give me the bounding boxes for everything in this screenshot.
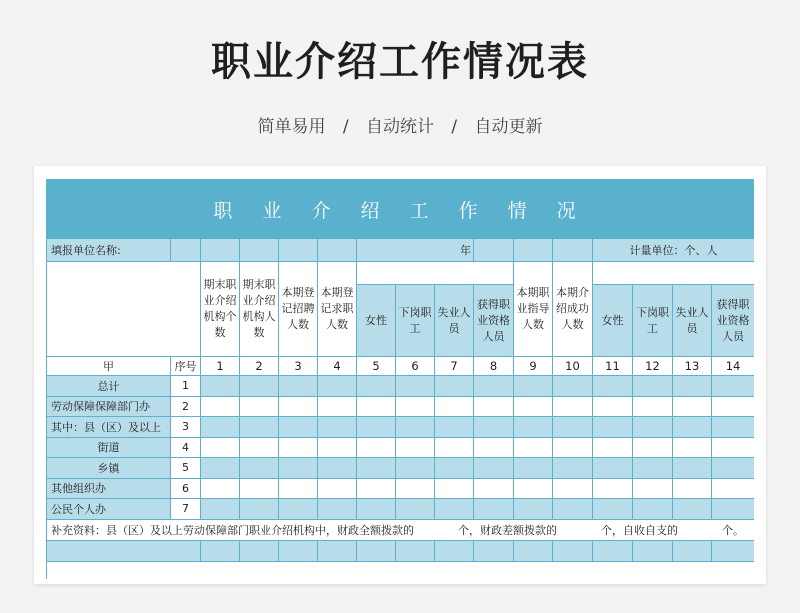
data-rows: [47, 376, 755, 520]
data-cell[interactable]: [633, 478, 673, 499]
data-cell[interactable]: [240, 417, 279, 438]
data-cell[interactable]: [514, 458, 553, 479]
data-cell[interactable]: [553, 437, 593, 458]
data-cell[interactable]: [396, 417, 435, 438]
data-cell[interactable]: [201, 499, 240, 520]
table-row: [47, 376, 755, 397]
data-cell[interactable]: [514, 417, 553, 438]
data-cell[interactable]: [201, 376, 240, 397]
data-cell[interactable]: [553, 376, 593, 397]
header-c3: 期末职业介绍机构个数: [201, 262, 240, 357]
data-cell[interactable]: [396, 437, 435, 458]
data-cell[interactable]: [593, 499, 633, 520]
data-cell[interactable]: [435, 376, 474, 397]
data-cell[interactable]: [673, 376, 712, 397]
data-cell[interactable]: [318, 396, 357, 417]
header-c15: 失业人员: [673, 285, 712, 357]
table-row: [47, 417, 755, 438]
data-cell[interactable]: [357, 376, 396, 397]
data-cell[interactable]: [673, 396, 712, 417]
data-cell[interactable]: [514, 376, 553, 397]
data-cell[interactable]: [712, 478, 755, 499]
data-cell[interactable]: [673, 478, 712, 499]
data-cell[interactable]: [712, 396, 755, 417]
year-label: 年: [357, 239, 474, 262]
data-cell[interactable]: [593, 376, 633, 397]
data-cell[interactable]: [435, 396, 474, 417]
data-cell[interactable]: [633, 417, 673, 438]
table-row: [47, 458, 755, 479]
col-number: 13: [673, 357, 712, 376]
data-cell[interactable]: [593, 458, 633, 479]
subtitle-item: 自动更新: [474, 117, 543, 137]
data-cell[interactable]: [279, 458, 318, 479]
supplement-text: 补充资料：县（区）及以上劳动保障部门职业介绍机构中，财政全额拨款的 个，财政差额拨款的 个，自收自支的 个。: [47, 519, 755, 540]
col-number: 10: [553, 357, 593, 376]
header-c11: 本期职业指导人数: [514, 262, 553, 357]
row-label: 其他组织办: [47, 478, 171, 499]
data-cell[interactable]: [712, 417, 755, 438]
row-label: 其中：县（区）及以上: [47, 417, 171, 438]
data-cell[interactable]: [396, 499, 435, 520]
data-cell[interactable]: [474, 437, 514, 458]
col-number: 1: [201, 357, 240, 376]
data-cell[interactable]: [240, 478, 279, 499]
data-cell[interactable]: [396, 376, 435, 397]
col-number: 14: [712, 357, 755, 376]
data-cell[interactable]: [201, 458, 240, 479]
data-cell[interactable]: [357, 417, 396, 438]
data-cell[interactable]: [357, 458, 396, 479]
row-seq: 5: [171, 458, 201, 479]
data-cell[interactable]: [553, 417, 593, 438]
data-cell[interactable]: [474, 376, 514, 397]
data-cell[interactable]: [474, 458, 514, 479]
col-number: 3: [279, 357, 318, 376]
data-cell[interactable]: [553, 396, 593, 417]
data-cell[interactable]: [435, 458, 474, 479]
data-cell[interactable]: [240, 396, 279, 417]
data-cell[interactable]: [633, 396, 673, 417]
data-cell[interactable]: [396, 458, 435, 479]
header-c10: 获得职业资格人员: [474, 285, 514, 357]
data-cell[interactable]: [201, 417, 240, 438]
subtitle-item: 简单易用: [257, 117, 326, 137]
col-number: 7: [435, 357, 474, 376]
data-cell[interactable]: [318, 478, 357, 499]
data-cell[interactable]: [593, 396, 633, 417]
table-viewport: [46, 179, 754, 579]
row-seq: 6: [171, 478, 201, 499]
header-c7: 女性: [357, 285, 396, 357]
data-cell[interactable]: [673, 437, 712, 458]
data-cell[interactable]: [712, 458, 755, 479]
header-c14: 下岗职工: [633, 285, 673, 357]
data-cell[interactable]: [633, 376, 673, 397]
header-c9: 失业人员: [435, 285, 474, 357]
data-cell[interactable]: [553, 478, 593, 499]
data-cell[interactable]: [279, 417, 318, 438]
data-cell[interactable]: [673, 499, 712, 520]
data-cell[interactable]: [435, 499, 474, 520]
blank-row: [47, 540, 755, 561]
row-label: 劳动保障保障部门办: [47, 396, 171, 417]
seq-label: 序号: [171, 357, 201, 376]
data-cell[interactable]: [279, 376, 318, 397]
data-cell[interactable]: [435, 417, 474, 438]
data-cell[interactable]: [633, 437, 673, 458]
spreadsheet-preview: [34, 166, 766, 584]
header-c12: 本期介绍成功人数: [553, 262, 593, 357]
data-cell[interactable]: [514, 478, 553, 499]
table-banner-row: [47, 180, 755, 239]
data-cell[interactable]: [396, 478, 435, 499]
data-cell[interactable]: [593, 478, 633, 499]
data-cell[interactable]: [201, 478, 240, 499]
col-number: 6: [396, 357, 435, 376]
data-cell[interactable]: [673, 458, 712, 479]
header-c5: 本期登记招聘人数: [279, 262, 318, 357]
data-cell[interactable]: [474, 478, 514, 499]
col-number: 11: [593, 357, 633, 376]
data-cell[interactable]: [553, 499, 593, 520]
table-row: [47, 478, 755, 499]
col-number: 4: [318, 357, 357, 376]
supplement-row: [47, 519, 755, 540]
table-banner: 职 业 介 绍 工 作 情 况: [47, 180, 755, 239]
data-cell[interactable]: [318, 499, 357, 520]
row-label: 公民个人办: [47, 499, 171, 520]
index-label: 甲: [47, 357, 171, 376]
job-intro-table: [46, 179, 754, 579]
data-cell[interactable]: [474, 499, 514, 520]
header-c6: 本期登记求职人数: [318, 262, 357, 357]
data-cell[interactable]: [514, 499, 553, 520]
header-row-top: [47, 262, 755, 285]
table-row: [47, 437, 755, 458]
data-cell[interactable]: [673, 417, 712, 438]
col-number: 5: [357, 357, 396, 376]
header-c13: 女性: [593, 285, 633, 357]
table-row: [47, 396, 755, 417]
data-cell[interactable]: [279, 499, 318, 520]
row-label: 乡镇: [47, 458, 171, 479]
header-c16: 获得职业资格人员: [712, 285, 755, 357]
row-seq: 7: [171, 499, 201, 520]
data-cell[interactable]: [240, 499, 279, 520]
data-cell[interactable]: [593, 437, 633, 458]
data-cell[interactable]: [633, 499, 673, 520]
data-cell[interactable]: [396, 396, 435, 417]
data-cell[interactable]: [318, 458, 357, 479]
data-cell[interactable]: [240, 458, 279, 479]
row-seq: 4: [171, 437, 201, 458]
header-c4: 期末职业介绍机构人数: [240, 262, 279, 357]
index-row: [47, 357, 755, 376]
data-cell[interactable]: [357, 396, 396, 417]
page-title: 职业介绍工作情况表: [211, 39, 589, 85]
table-row: [47, 499, 755, 520]
subtitle-separator: /: [451, 117, 458, 137]
info-row: [47, 239, 755, 262]
col-number: 9: [514, 357, 553, 376]
data-cell[interactable]: [633, 458, 673, 479]
row-label: 街道: [47, 437, 171, 458]
unit-name-label: 填报单位名称:: [47, 239, 171, 262]
data-cell[interactable]: [553, 458, 593, 479]
data-cell[interactable]: [318, 417, 357, 438]
subtitle-item: 自动统计: [366, 117, 434, 137]
data-cell[interactable]: [240, 437, 279, 458]
col-number: 12: [633, 357, 673, 376]
data-cell[interactable]: [593, 417, 633, 438]
data-cell[interactable]: [474, 417, 514, 438]
page-subtitle: [0, 112, 800, 137]
data-cell[interactable]: [318, 437, 357, 458]
data-cell[interactable]: [279, 396, 318, 417]
col-number: 2: [240, 357, 279, 376]
data-cell[interactable]: [514, 437, 553, 458]
data-cell[interactable]: [474, 396, 514, 417]
data-cell[interactable]: [357, 499, 396, 520]
data-cell[interactable]: [712, 437, 755, 458]
data-cell[interactable]: [514, 396, 553, 417]
row-label: 总计: [47, 376, 171, 397]
data-cell[interactable]: [712, 499, 755, 520]
col-number: 8: [474, 357, 514, 376]
data-cell[interactable]: [357, 478, 396, 499]
header-c8: 下岗职工: [396, 285, 435, 357]
blank-row: [47, 561, 755, 579]
measure-unit-label: 计量单位：个、人: [593, 239, 755, 262]
data-cell[interactable]: [435, 478, 474, 499]
data-cell[interactable]: [357, 437, 396, 458]
data-cell[interactable]: [201, 396, 240, 417]
subtitle-separator: /: [342, 117, 349, 137]
data-cell[interactable]: [201, 437, 240, 458]
data-cell[interactable]: [279, 437, 318, 458]
data-cell[interactable]: [240, 376, 279, 397]
row-seq: 1: [171, 376, 201, 397]
row-seq: 2: [171, 396, 201, 417]
data-cell[interactable]: [712, 376, 755, 397]
data-cell[interactable]: [318, 376, 357, 397]
data-cell[interactable]: [435, 437, 474, 458]
data-cell[interactable]: [279, 478, 318, 499]
row-seq: 3: [171, 417, 201, 438]
